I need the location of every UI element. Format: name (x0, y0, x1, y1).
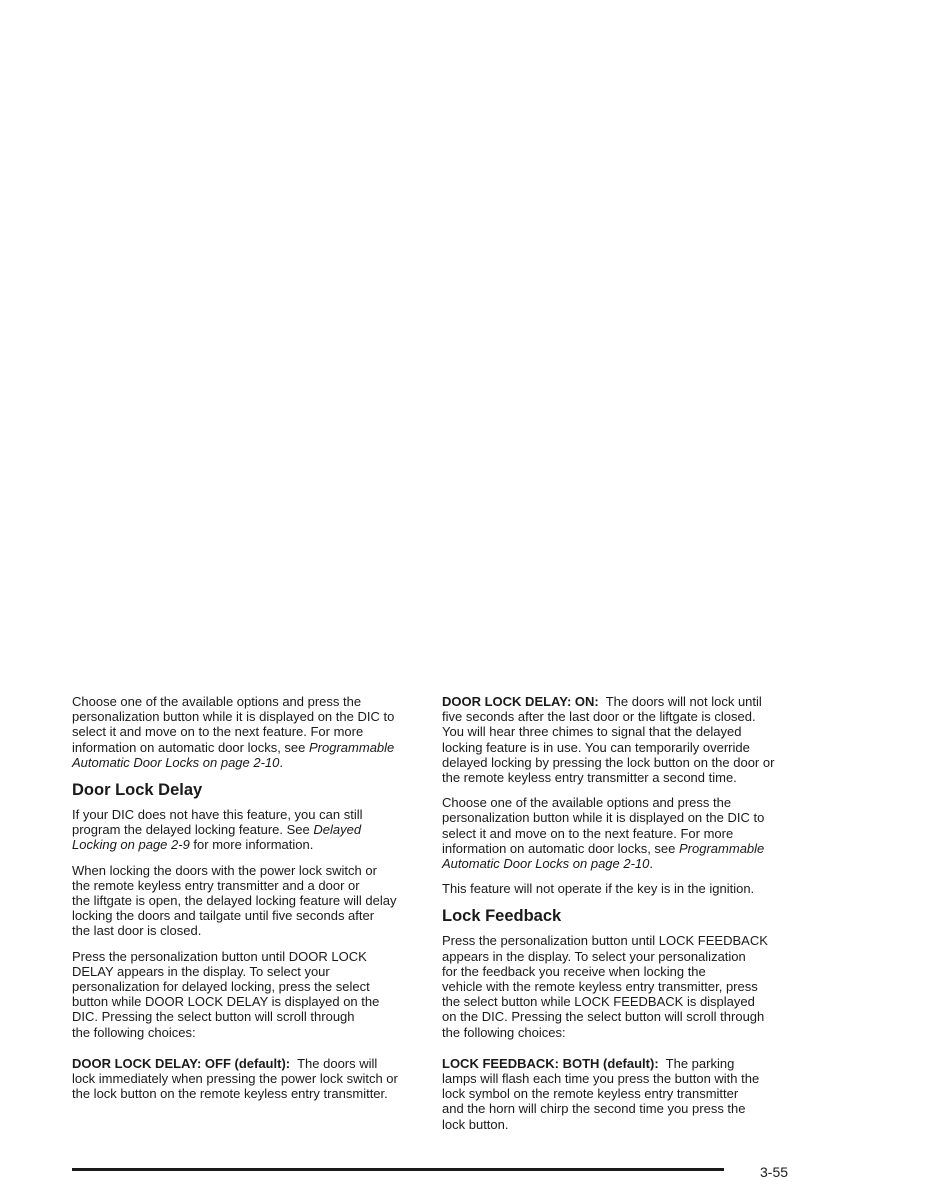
text-line: vehicle with the remote keyless entry transmitter, press (442, 979, 758, 995)
text-line: This feature will not operate if the key is in the ignition. (442, 881, 755, 897)
paragraph (442, 795, 792, 871)
cross-reference: Locking on page 2-9 (72, 837, 190, 853)
text-line: Choose one of the available options and press the (442, 795, 732, 811)
text-line: for the feedback you receive when locking the (442, 963, 706, 979)
right-column (442, 694, 792, 1142)
text-line: DELAY appears in the display. To select your (72, 963, 330, 979)
text-line: on the DIC. Pressing the select button will scroll through (442, 1009, 765, 1025)
text-line: the following choices: (72, 1024, 196, 1040)
text-line: locking the doors and tailgate until five seconds after (72, 908, 375, 924)
text-line: lock symbol on the remote keyless entry transmitter (442, 1086, 739, 1102)
text-line: personalization button while it is displayed on the DIC to (72, 709, 395, 725)
paragraph (72, 807, 422, 853)
section-heading-door-lock-delay: Door Lock Delay (72, 781, 203, 800)
text-line: select it and move on to the next feature. For more (72, 724, 364, 740)
text-line (442, 694, 792, 709)
text-line: five seconds after the last door or the liftgate is closed. (442, 709, 756, 725)
option-paragraph (442, 1056, 792, 1132)
text-line: the remote keyless entry transmitter a second time. (442, 770, 737, 786)
text-line (72, 1056, 422, 1071)
text-line (442, 1056, 792, 1071)
text-fragment: The doors will (290, 1055, 378, 1071)
text-line: the lock button on the remote keyless entry transmitter. (72, 1086, 388, 1102)
text-line: the last door is closed. (72, 923, 202, 939)
text-line: locking feature is in use. You can temporarily override (442, 739, 750, 755)
text-line: the remote keyless entry transmitter and a door or (72, 877, 360, 893)
text-fragment: The doors will not lock until (598, 694, 762, 709)
text-fragment: for more information. (189, 837, 314, 853)
text-line: and the horn will chirp the second time you press the (442, 1101, 746, 1117)
text-line: appears in the display. To select your personalization (442, 948, 746, 964)
footer-rule (72, 1168, 724, 1171)
option-label: DOOR LOCK DELAY: OFF (default): (72, 1055, 291, 1071)
option-label: LOCK FEEDBACK: BOTH (default): (442, 1055, 659, 1071)
option-paragraph (72, 1056, 422, 1102)
text-line: lock button. (442, 1116, 509, 1132)
paragraph (442, 881, 792, 896)
paragraph (72, 863, 422, 939)
text-line: Press the personalization button until LOCK FEEDBACK (442, 933, 768, 949)
text-line: delayed locking by pressing the lock button on the door or (442, 754, 775, 770)
text-line (442, 856, 792, 871)
text-line: Press the personalization button until DOOR LOCK (72, 948, 367, 964)
cross-reference: Automatic Door Locks on page 2-10 (442, 856, 650, 872)
text-fragment: The parking (658, 1055, 735, 1071)
text-line: personalization for delayed locking, press the select (72, 979, 370, 995)
cross-reference: Automatic Door Locks on page 2-10 (72, 754, 280, 770)
cross-reference: Delayed (313, 822, 362, 838)
text-fragment: information on automatic door locks, see (442, 840, 680, 856)
paragraph (72, 949, 422, 1040)
text-line: Choose one of the available options and press the (72, 694, 362, 709)
text-fragment: program the delayed locking feature. See (72, 822, 314, 838)
option-label: DOOR LOCK DELAY: ON: (442, 694, 599, 709)
text-line: When locking the doors with the power lock switch or (72, 862, 377, 878)
text-line: the liftgate is open, the delayed locking feature will delay (72, 893, 397, 909)
text-line: button while DOOR LOCK DELAY is displayed on the (72, 994, 380, 1010)
text-line (72, 837, 422, 852)
cross-reference: Programmable (309, 739, 395, 755)
option-paragraph (442, 694, 792, 785)
section-heading-lock-feedback: Lock Feedback (442, 907, 562, 926)
text-line: the following choices: (442, 1024, 566, 1040)
text-line (72, 822, 422, 837)
left-column (72, 694, 422, 1111)
paragraph (442, 933, 792, 1039)
text-line (442, 841, 792, 856)
text-line: select it and move on to the next feature. For more (442, 825, 734, 841)
text-line: personalization button while it is displayed on the DIC to (442, 810, 765, 826)
text-line (72, 755, 422, 770)
text-fragment: . (279, 754, 284, 770)
intro-paragraph (72, 694, 422, 770)
text-line: lamps will flash each time you press the button with the (442, 1071, 760, 1087)
cross-reference: Programmable (679, 840, 765, 856)
text-line: the select button while LOCK FEEDBACK is displayed (442, 994, 755, 1010)
text-line: DIC. Pressing the select button will scroll through (72, 1009, 355, 1025)
text-line: If your DIC does not have this feature, you can still (72, 807, 363, 823)
text-line: lock immediately when pressing the power lock switch or (72, 1071, 398, 1087)
text-fragment: . (649, 856, 654, 872)
text-line (72, 740, 422, 755)
text-line: You will hear three chimes to signal that the delayed (442, 724, 742, 740)
text-fragment: information on automatic door locks, see (72, 739, 310, 755)
page-number: 3-55 (760, 1164, 789, 1180)
